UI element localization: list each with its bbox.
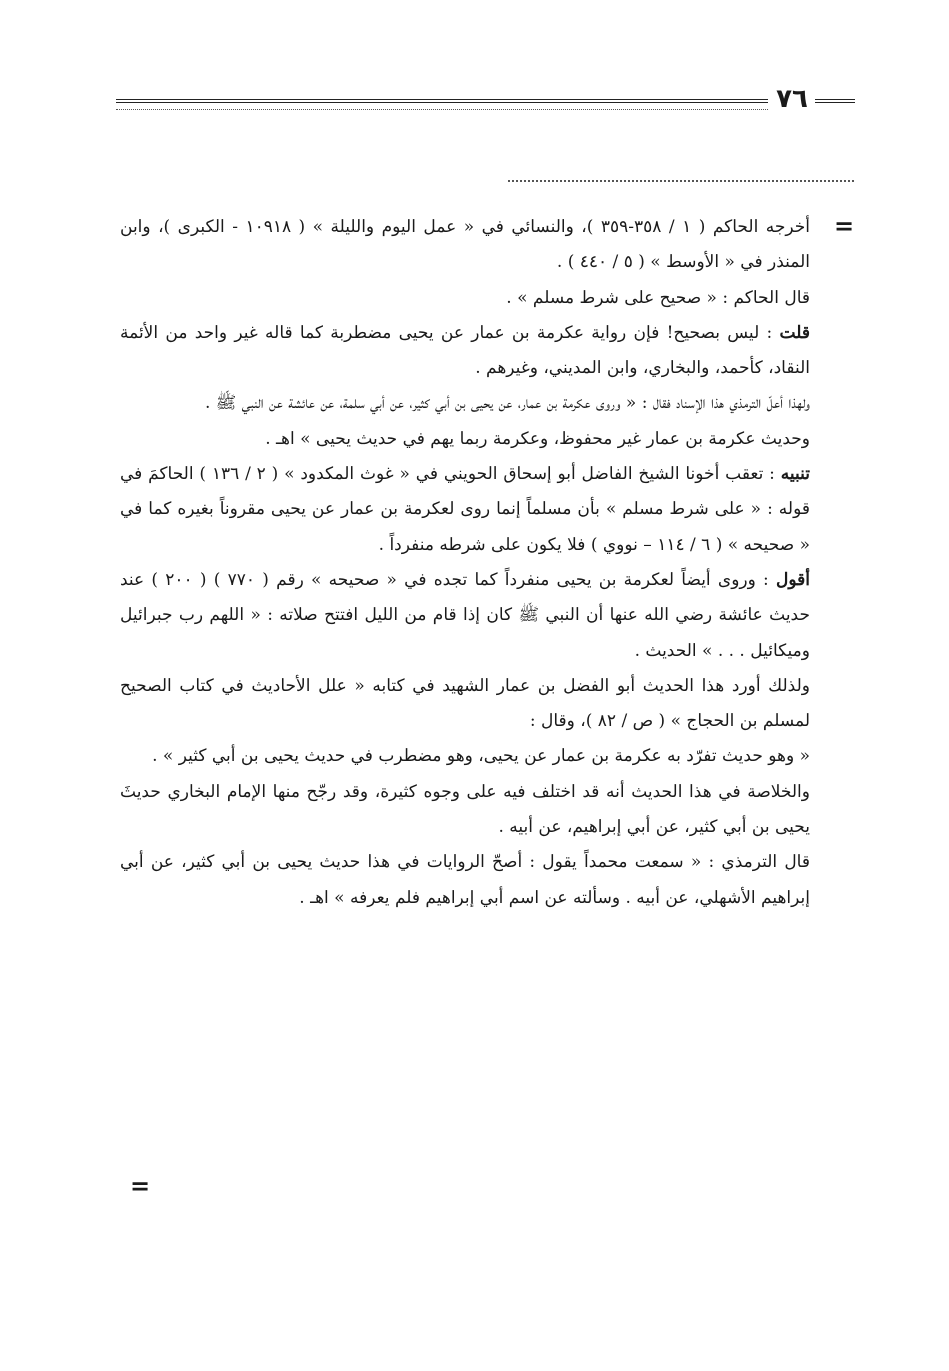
paragraph-10: والخلاصة في هذا الحديث أنه قد اختلف فيه على وجوه كثيرة، وقد رجّح منها الإمام البخاري حديثَ يحيى بن أبي كثير، عن أبي إبراهيم، عن أبيه . [120,781,810,838]
continuation-end-mark: = [130,1172,151,1200]
paragraph-6: تنبيه : تعقب أخونا الشيخ الفاضل أبو إسحاق الحويني في « غوث المكدود » ( ٢ / ١٣٦ ) الحاكمَ في قوله : « على شرط مسلم » بأن مسلماً إنما روى لعكرمة بن عمار عن يحيى مقروناً بغيره كما في « صحيحه » ( ٦ / ١١٤ – نووي ) فلا يكون على شرطه منفرداً . [120,464,810,555]
paragraph-5: وحديث عكرمة بن عمار غير محفوظ، وعكرمة ربما يهم في حديث يحيى » اهـ . [265,428,810,449]
paragraph-11: قال الترمذي : « سمعت محمداً يقول : أصحّ الروايات في هذا حديث يحيى بن أبي كثير، عن أبي إبراهيم الأشهلي، عن أبيه . وسألته عن اسم أبي إبراهيم فلم يعرفه » اهـ . [120,852,810,908]
paragraph-7: أقول : وروى أيضاً لعكرمة بن يحيى منفرداً كما تجده في « صحيحه » رقم ( ٧٧٠ ) ( ٢٠٠ ) عند حديث عائشة رضي الله عنها أن النبي ﷺ كان إذا قام من الليل افتتح صلاته : « اللهم رب جبرائيل وميكائيل . . . » الحديث . [120,569,810,661]
paragraph-1: أخرجه الحاكم ( ١ / ٣٥٨-٣٥٩ )، والنسائي في « عمل اليوم والليلة » ( ١٠٩١٨ - الكبرى )، وابن المنذر في « الأوسط » ( ٥ / ٤٤٠ ) . [120,217,810,273]
paragraph-9: « وهو حديث تفرّد به عكرمة بن عمار عن يحيى، وهو مضطرب في حديث يحيى بن أبي كثير » . [152,746,810,767]
lead-word: تنبيه [780,464,810,485]
paragraph-8: ولذلك أورد هذا الحديث أبو الفضل بن عمار الشهيد في كتابه « علل الأحاديث في كتاب الصحيح لمسلم بن الحجاج » ( ص / ٨٢ )، وقال : [120,675,810,732]
header-rule-right [815,99,855,103]
paragraph-3: قلت : ليس بصحيح! فإن رواية عكرمة بن عمار عن يحيى مضطربة كما قاله غير واحد من الأئمة النقاد، كأحمد، والبخاري، وابن المديني، وغيرهم . [120,322,810,379]
lead-word: أقول [776,569,810,590]
footnote-separator [508,180,854,182]
continuation-start-mark: = [834,212,855,240]
paragraph-4: ولهذا أعلّ الترمذي هذا الإسناد فقال : « وروى عكرمة بن عمار، عن يحيى بن أبي كثير، عن أبي سلمة، عن عائشة عن النبي ﷺ . [204,393,810,414]
header-dotted-rule [116,109,768,110]
page-number: ٧٦ [776,84,808,114]
lead-word: قلت [779,322,810,343]
header-rule-left [116,99,768,103]
footnote-text [120,210,810,916]
paragraph-2: قال الحاكم : « صحيح على شرط مسلم » . [506,287,810,308]
